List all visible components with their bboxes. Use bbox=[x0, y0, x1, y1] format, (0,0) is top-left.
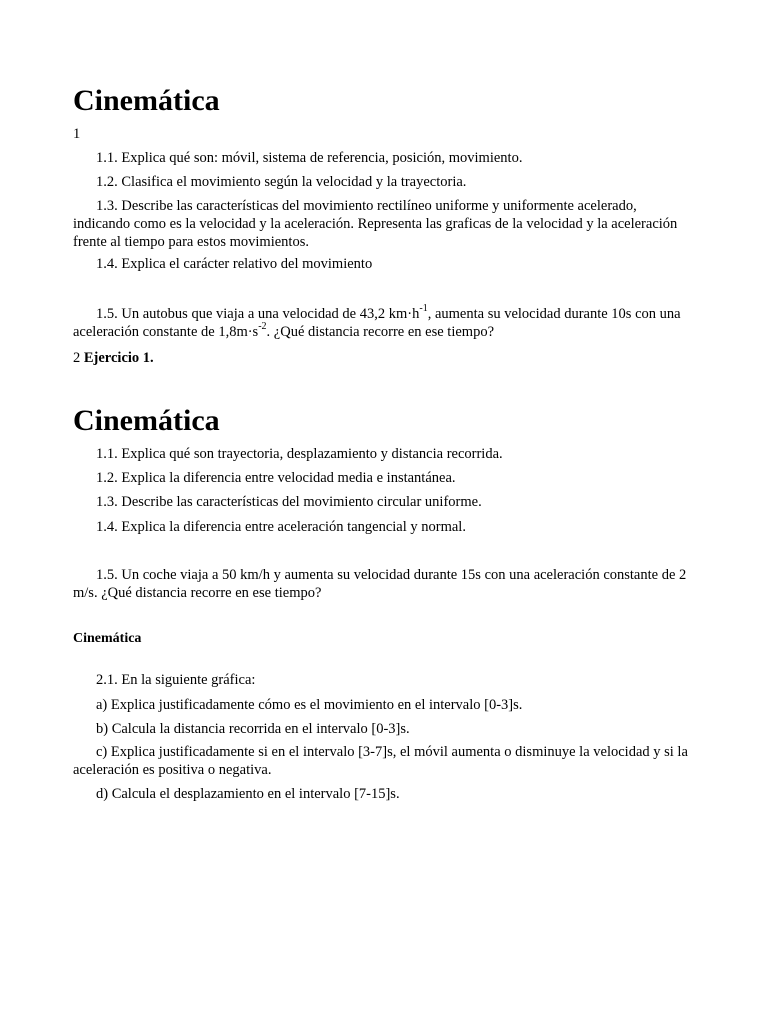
exercise-label bbox=[73, 349, 695, 367]
question-3-c: c) Explica justificadamente si en el intervalo [3-7]s, el móvil aumenta o disminuye la velocidad y si la aceleración es positiva o negativa. bbox=[73, 744, 688, 778]
question-1-1: 1.1. Explica qué son: móvil, sistema de referencia, posición, movimiento. bbox=[96, 150, 523, 166]
question-2-1-3: 1.3. Describe las características del movimiento circular uniforme. bbox=[96, 494, 482, 510]
question-2-1-4: 1.4. Explica la diferencia entre aceleración tangencial y normal. bbox=[96, 519, 466, 535]
question-1-5 bbox=[73, 305, 695, 341]
question-1-2: 1.2. Clasifica el movimiento según la velocidad y la trayectoria. bbox=[96, 174, 467, 190]
section1-title: Cinemática bbox=[73, 84, 220, 117]
question-1-3: 1.3. Describe las características del movimiento rectilíneo uniforme y uniformente acelerado, indicando como es la velocidad y la aceleración. Representa las graficas de la velocidad y la aceleración frente al tiempo para estos movimientos. bbox=[73, 198, 678, 250]
question-1-5-part-c: . ¿Qué distancia recorre en ese tiempo? bbox=[266, 324, 495, 340]
question-1-4: 1.4. Explica el carácter relativo del movimiento bbox=[96, 256, 373, 272]
question-3-a: a) Explica justificadamente cómo es el movimiento en el intervalo [0-3]s. bbox=[96, 697, 523, 713]
superscript-minus-one: -1 bbox=[419, 303, 428, 315]
question-3-2-1: 2.1. En la siguiente gráfica: bbox=[96, 672, 256, 688]
question-1-5-part-b: , aumenta su velocidad durante 10s con una aceleración constante de 1,8m·s bbox=[73, 306, 681, 340]
question-3-b: b) Calcula la distancia recorrida en el intervalo [0-3]s. bbox=[96, 721, 410, 737]
section1-number: 1 bbox=[73, 126, 81, 142]
section3-title: Cinemática bbox=[73, 631, 142, 646]
section2-title: Cinemática bbox=[73, 404, 220, 437]
question-3-d: d) Calcula el desplazamiento en el intervalo [7-15]s. bbox=[96, 786, 400, 802]
superscript-minus-two: -2 bbox=[258, 321, 267, 333]
exercise-title: Ejercicio 1. bbox=[83, 350, 154, 366]
question-2-1-1: 1.1. Explica qué son trayectoria, desplazamiento y distancia recorrida. bbox=[96, 446, 503, 462]
question-2-1-2: 1.2. Explica la diferencia entre velocidad media e instantánea. bbox=[96, 470, 456, 486]
exercise-number: 2 bbox=[73, 350, 81, 366]
question-1-5-part-a: 1.5. Un autobus que viaja a una velocidad de 43,2 km·h bbox=[96, 306, 420, 322]
question-2-1-5: 1.5. Un coche viaja a 50 km/h y aumenta su velocidad durante 15s con una aceleración constante de 2 m/s. ¿Qué distancia recorre en ese tiempo? bbox=[73, 567, 687, 601]
